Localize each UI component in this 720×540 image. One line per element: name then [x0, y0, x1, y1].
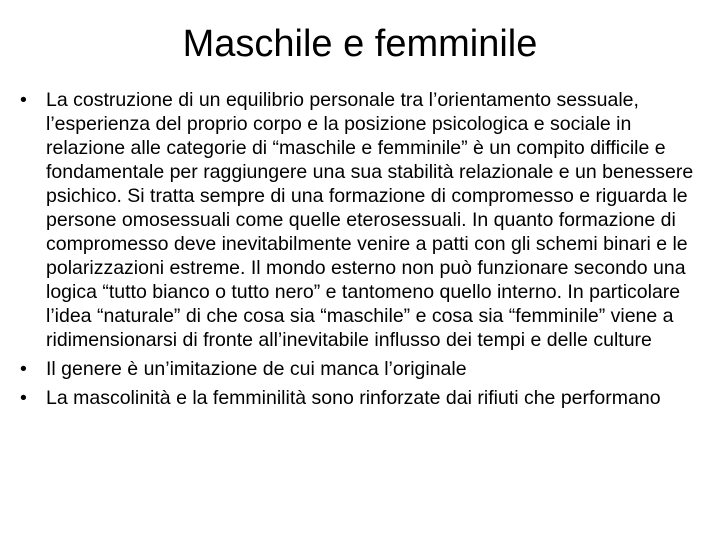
bullet-text: La mascolinità e la femminilità sono rinforzate dai rifiuti che performano — [46, 387, 661, 409]
bullet-item — [20, 88, 700, 352]
bullet-icon: • — [20, 89, 27, 111]
bullet-list — [20, 88, 700, 415]
bullet-icon: • — [20, 358, 27, 380]
bullet-text: La costruzione di un equilibrio personale tra l’orientamento sessuale, l’esperienza del proprio corpo e la posizione psicologica e sociale in relazione alle categorie di “maschile e femminile” è un compito difficile e fondamentale per raggiungere una sua stabilità relazionale e un benessere psichico. Si tratta sempre di una formazione di compromesso e riguarda le persone omosessuali come quelle eterosessuali. In quanto formazione di compromesso deve inevitabilmente venire a patti con gli schemi binari e le polarizzazioni estreme. Il mondo esterno non può funzionare secondo una logica “tutto bianco o tutto nero” e tantomeno quello interno. In particolare l’idea “naturale” di che cosa sia “maschile” e cosa sia “femminile” viene a ridimensionarsi di fronte all’inevitabile influsso dei tempi e delle culture — [46, 89, 694, 351]
bullet-icon: • — [20, 387, 27, 409]
slide-title: Maschile e femminile — [182, 23, 538, 65]
bullet-text: Il genere è un’imitazione de cui manca l’originale — [46, 358, 467, 380]
bullet-item — [20, 386, 700, 410]
bullet-item — [20, 357, 700, 381]
